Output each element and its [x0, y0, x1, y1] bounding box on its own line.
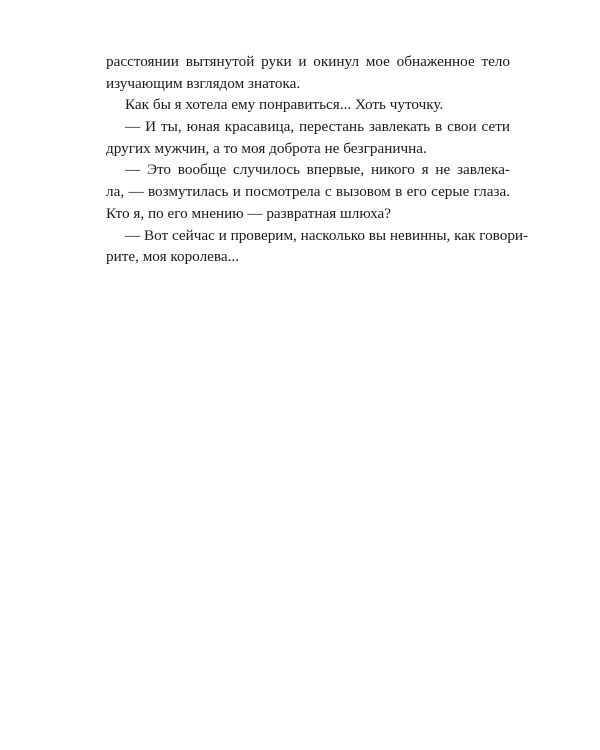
text-line: рите, моя королева...: [106, 248, 240, 266]
text-line: изучающим взглядом знатока.: [106, 74, 301, 92]
text-line: Кто я, по его мнению — развратная шлюха?: [106, 204, 391, 222]
text-line: других мужчин, а то моя доброта не безгранична.: [106, 139, 427, 157]
text-line: ла, — возмутилась и посмотрела с вызовом в его серые глаза.: [106, 183, 510, 201]
text-line: — Это вообще случилось впервые, никого я не завлека-: [125, 161, 510, 179]
body-text: [106, 51, 529, 268]
text-line: — И ты, юная красавица, перестань завлекать в свои сети: [125, 118, 510, 136]
text-line: Как бы я хотела ему понравиться... Хоть чуточку.: [125, 96, 444, 114]
text-line: расстоянии вытянутой руки и окинул мое обнаженное тело: [106, 53, 510, 70]
text-line: — Вот сейчас и проверим, насколько вы невинны, как говори-: [125, 226, 529, 244]
